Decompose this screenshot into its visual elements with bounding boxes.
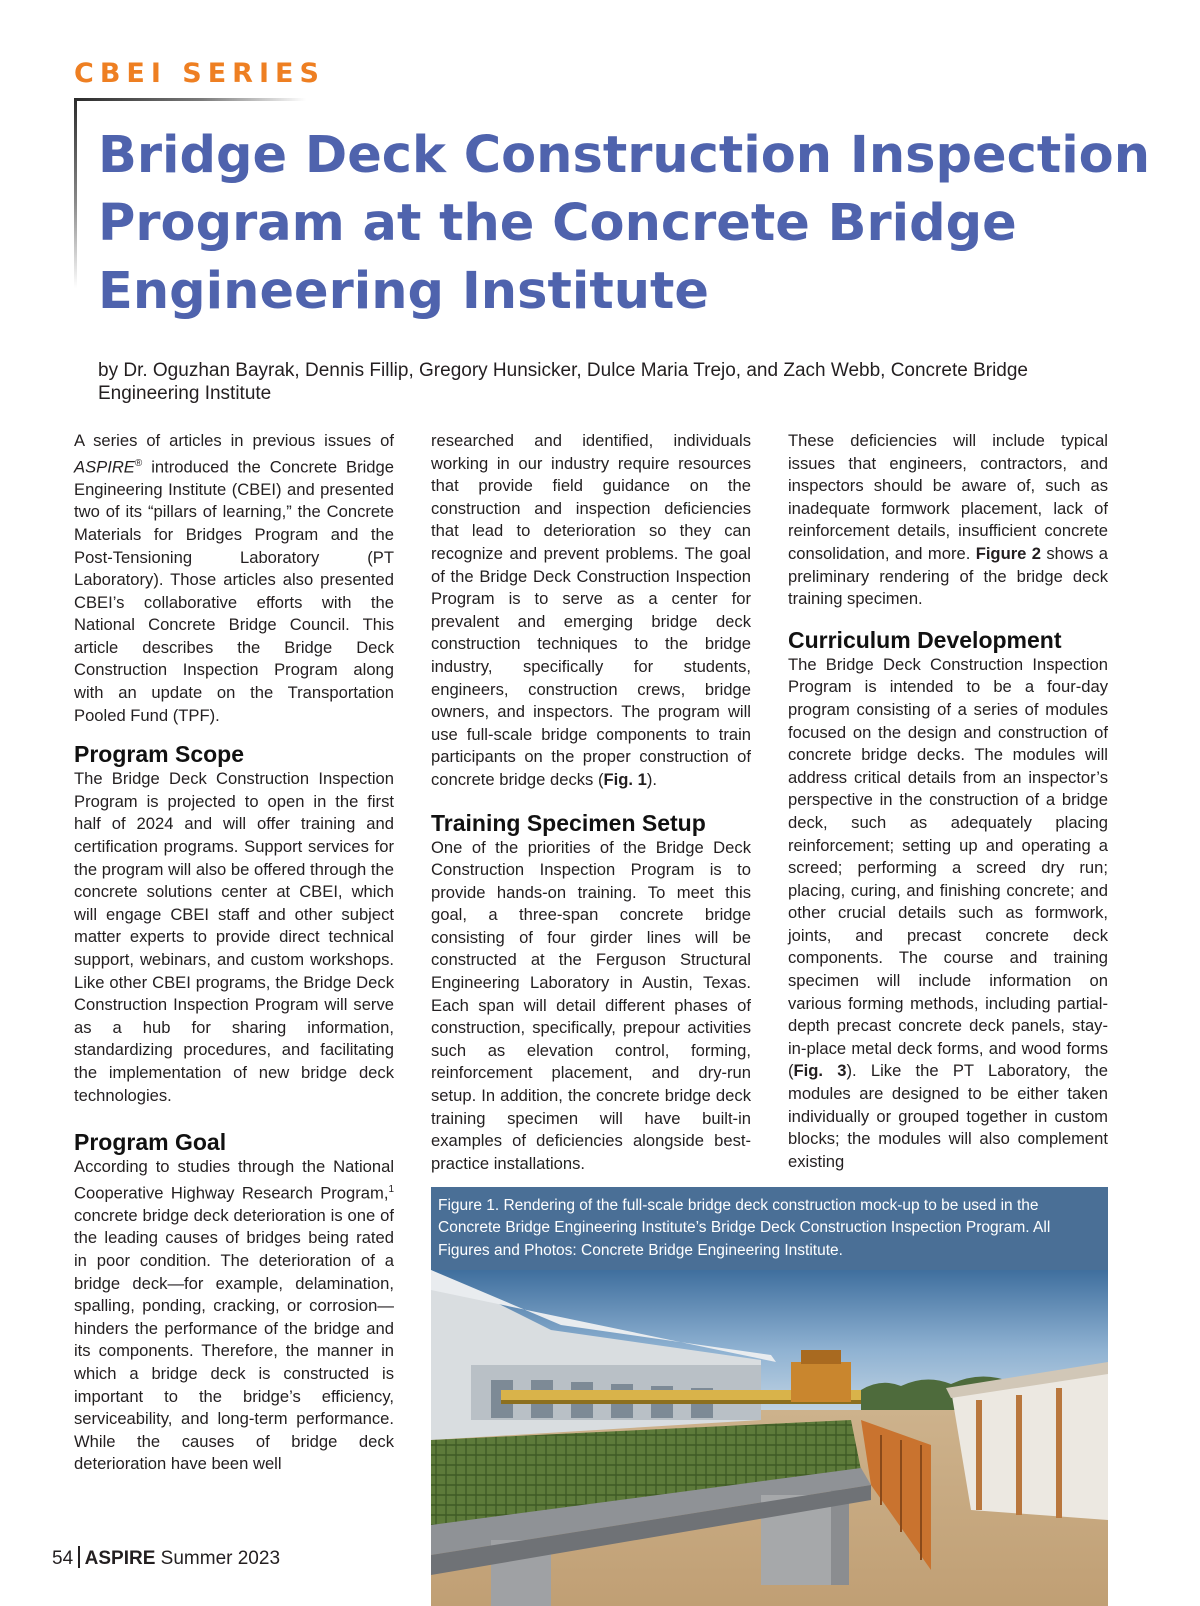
magazine-name: ASPIRE (74, 457, 135, 477)
goal-paragraph: According to studies through the National Cooperative Highway Research Program,$^1$ concrete bridge deck deterioration is one of the leading causes of bridges being rated in poor condition. The deterioration of a bridge deck—for example, delamination, spalling, ponding, cracking, or corrosion—hinders the performance of the bridge and its components. Therefore, the manner in which a bridge deck is constructed is important to the bridge’s efficiency, serviceability, and long-term performance. While the causes of bridge deck deterioration have been well (74, 1157, 394, 1474)
setup-paragraph-cont: These deficiencies will include typical issues that engineers, contractors, and inspectors should be aware of, such as inadequate formwork placement, lack of reinforcement details, insufficient concrete consolidation, and more. Figure 2 shows a preliminary rendering of the bridge deck training specimen. (788, 431, 1108, 609)
fig1-reference[interactable]: Fig. 1 (603, 769, 647, 789)
fig2-reference[interactable]: Figure 2 (975, 543, 1041, 563)
goal-paragraph-cont: researched and identified, individuals working in our industry require resources that provide field guidance on the construction and inspection deficiencies that lead to deterioration so they can recognize and prevent problems. The goal of the Bridge Deck Construction Inspection Program is to serve as a center for prevalent and emerging bridge deck construction techniques to the bridge industry, specifically for students, engineers, construction crews, bridge owners, and inspectors. The program will use full-scale bridge components to train participants on the proper construction of concrete bridge decks (Fig. 1). (431, 431, 751, 789)
page-footer (52, 1546, 280, 1571)
series-label: CBEI SERIES (74, 58, 325, 89)
column-1 (74, 430, 394, 1476)
footer-issue: Summer 2023 (160, 1548, 281, 1569)
bridge-deck-rendering-image (431, 1270, 1108, 1606)
column-3 (788, 430, 1108, 1173)
fig3-reference[interactable]: Fig. 3 (793, 1061, 847, 1081)
title-rule-vertical (74, 98, 77, 288)
article-title: Bridge Deck Construction Inspection Program at the Concrete Bridge Engineering Institute (98, 126, 1151, 321)
footnote-ref: 1 (388, 1183, 394, 1195)
page-number: 54 (52, 1548, 74, 1569)
heading-training-specimen-setup: Training Specimen Setup (431, 809, 706, 836)
intro-paragraph: A series of articles in previous issues of ASPIRE® introduced the Concrete Bridge Engineering Institute (CBEI) and presented two of its “pillars of learning,” the Concrete Materials for Bridges Program and the Post-Tensioning Laboratory (PT Laboratory). Those articles also presented CBEI’s collaborative efforts with the National Concrete Bridge Council. This article describes the Bridge Deck Construction Inspection Program along with an update on the Transportation Pooled Fund (TPF). (74, 431, 394, 725)
registered-mark: ® (134, 457, 143, 469)
heading-curriculum-development: Curriculum Development (788, 626, 1062, 653)
figure-1 (431, 1187, 1108, 1606)
heading-program-scope: Program Scope (74, 741, 244, 768)
footer-divider (78, 1546, 80, 1568)
figure-1-caption: Figure 1. Rendering of the full-scale bridge deck construction mock-up to be used in the Concrete Bridge Engineering Institute’s Bridge Deck Construction Inspection Program. All Figures and Photos: Concrete Bridge Engineering Institute. (438, 1197, 1051, 1259)
scope-paragraph: The Bridge Deck Construction Inspection Program is projected to open in the first half of 2024 and will offer training and certification programs. Support services for the program will also be offered through the concrete solutions center at CBEI, which will engage CBEI staff and other subject matter experts to provide direct technical support, webinars, and custom workshops. Like other CBEI programs, the Bridge Deck Construction Inspection Program will serve as a hub for sharing information, standardizing procedures, and facilitating the implementation of new bridge deck technologies. (74, 769, 394, 1105)
curriculum-paragraph: The Bridge Deck Construction Inspection Program is intended to be a four-day program consisting of a series of modules focused on the design and construction of concrete bridge decks. The modules will address critical details from an inspector’s perspective in the construction of a bridge deck, such as adequately placing reinforcement; setting up and operating a screed; performing a screed dry run; placing, curing, and finishing concrete; and other crucial details such as formwork, joints, and precast concrete deck components. The course and training specimen will include information on various forming methods, including partial-depth precast concrete deck panels, stay-in-place metal deck forms, and wood forms (Fig. 3). Like the PT Laboratory, the modules are designed to be either taken individually or grouped together in custom blocks; the modules will also complement existing (788, 654, 1108, 1171)
heading-program-goal: Program Goal (74, 1129, 227, 1156)
footer-magazine: ASPIRE (84, 1548, 156, 1569)
title-rule-horizontal (74, 98, 306, 101)
byline: by Dr. Oguzhan Bayrak, Dennis Fillip, Gregory Hunsicker, Dulce Maria Trejo, and Zach Webb, Concrete Bridge Engineering Institute (98, 360, 1028, 404)
setup-paragraph: One of the priorities of the Bridge Deck Construction Inspection Program is to provide hands-on training. To meet this goal, a three-span concrete bridge consisting of four girder lines will be constructed at the Ferguson Structural Engineering Laboratory in Austin, Texas. Each span will detail different phases of construction, specifically, prepour activities such as elevation control, forming, reinforcement placement, and dry-run setup. In addition, the concrete bridge deck training specimen will have built-in examples of deficiencies alongside best-practice installations. (431, 837, 751, 1173)
column-2 (431, 430, 751, 1175)
